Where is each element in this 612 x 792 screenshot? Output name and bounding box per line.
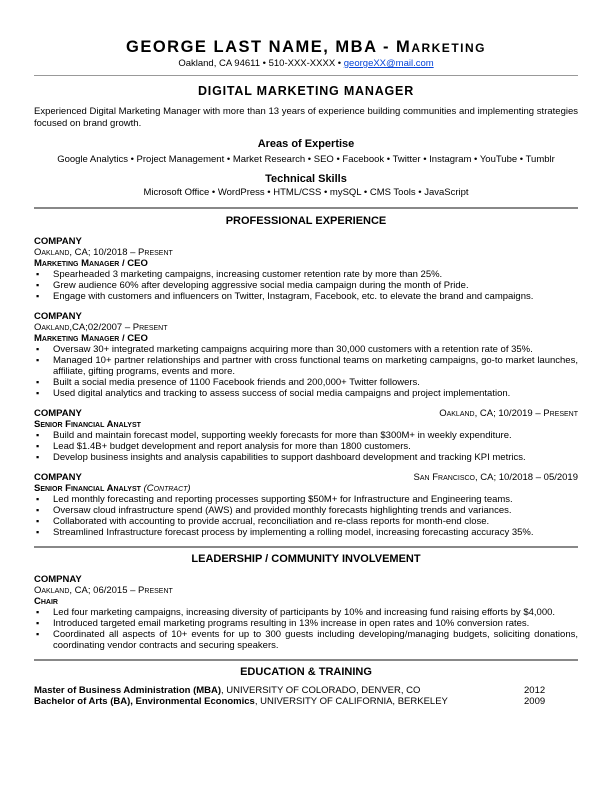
technical-title: Technical Skills [265,173,347,185]
job-title: Marketing Manager / CEO [34,258,148,269]
education-list [34,685,578,707]
list-item: ▪ Introduced targeted email marketing programs resulting in 13% increase in open rates and 10% conversion rates. [34,618,578,629]
job-bullets [34,607,578,651]
candidate-name: GEORGE LAST NAME, MBA - MARKETING [126,38,486,56]
expertise-title: Areas of Expertise [257,138,355,150]
leadership-title: LEADERSHIP / COMMUNITY INVOLVEMENT [191,553,421,565]
job-location-dates: Oakland, CA; 10/2019 – Present [439,408,578,419]
resume-page [34,38,578,707]
education-entry [34,685,578,696]
job-location-dates: Oakland,CA;02/2007 – Present [34,322,168,333]
job-bullets [34,430,578,463]
list-item: ▪ Built a social media presence of 1100 Facebook friends and 200,000+ Twitter followers. [34,377,578,388]
job-title: Chair [34,596,58,607]
school: , UNIVERSITY OF CALIFORNIA, BERKELEY [254,696,448,707]
expertise-list: Google Analytics • Project Management • Market Research • SEO • Facebook • Twitter • Instagram • YouTube • Tumblr [57,154,555,165]
divider [34,207,578,209]
list-item: ▪ Build and maintain forecast model, supporting weekly forecasts for more than $300M+ in weekly expenditure. [34,430,578,441]
list-item: ▪ Streamlined Infrastructure forecast process by implementing a rolling model, increasing forecasting accuracy 35%. [34,527,578,538]
job-bullets [34,344,578,399]
job-bullets [34,269,578,302]
education-title: EDUCATION & TRAINING [240,666,372,678]
list-item: ▪ Coordinated all aspects of 10+ events for up to 300 guests including developing/managing budgets, soliciting donations, coordinating vendor contracts and securing speakers. [34,629,578,651]
job-entry [34,408,578,463]
technical-list: Microsoft Office • WordPress • HTML/CSS • mySQL • CMS Tools • JavaScript [143,187,469,198]
list-item: ▪ Led four marketing campaigns, increasing diversity of participants by 10% and increasing fund raising efforts by $4,000. [34,607,578,618]
list-item: ▪ Spearheaded 3 marketing campaigns, increasing customer retention rate by more than 25%. [34,269,578,280]
experience-title: PROFESSIONAL EXPERIENCE [225,215,387,227]
list-item: ▪ Led monthly forecasting and reporting processes supporting $50M+ for Infrastructure and Engineering teams. [34,494,578,505]
job-entry [34,472,578,538]
list-item: ▪ Oversaw 30+ integrated marketing campaigns acquiring more than 30,000 customers with a retention rate of 35%. [34,344,578,355]
role-note: (Contract) [143,483,191,494]
list-item: ▪ Oversaw cloud infrastructure spend (AWS) and provided monthly forecasts highlighting trends and variances. [34,505,578,516]
school: , UNIVERSITY OF COLORADO, DENVER, CO [221,685,421,696]
list-item: ▪ Used digital analytics and tracking to assess success of social media campaigns and project implementation. [34,388,578,399]
job-entry [34,311,578,399]
company-name: COMPNAY [34,574,82,585]
job-bullets [34,494,578,538]
degree: Master of Business Administration (MBA) [34,685,222,696]
leadership-entry [34,574,578,651]
divider [34,546,578,548]
grad-year: 2012 [524,685,546,696]
company-name: COMPANY [34,472,82,483]
list-item: ▪ Collaborated with accounting to provide accrual, reconciliation and re-class reports for month-end close. [34,516,578,527]
contact-line: Oakland, CA 94611 • 510-XXX-XXXX • georgeXX@mail.com [178,58,434,69]
list-item: ▪ Managed 10+ partner relationships and partner with cross functional teams on marketing campaigns, go-to market launches, affiliate, gifting programs, events and more. [34,355,578,377]
education-entry [34,696,578,707]
list-item: ▪ Lead $1.4B+ budget development and report analysis for more than 1800 customers. [34,441,578,452]
job-location-dates: Oakland, CA; 06/2015 – Present [34,585,173,596]
job-title: Senior Financial Analyst [34,419,141,430]
list-item: ▪ Grew audience 60% after developing aggressive social media campaign during the month of Pride. [34,280,578,291]
job-location-dates: San Francisco, CA; 10/2018 – 05/2019 [413,472,578,483]
grad-year: 2009 [524,696,546,707]
summary: Experienced Digital Marketing Manager with more than 13 years of experience building communities and implementing strategies focused on brand growth. [34,106,578,129]
company-name: COMPANY [34,236,82,247]
job-title: Senior Financial Analyst (Contract) [34,483,191,494]
list-item: ▪ Develop business insights and analysis capabilities to support dashboard development and tracking KPI metrics. [34,452,578,463]
job-entry [34,236,578,302]
list-item: ▪ Engage with customers and influencers on Twitter, Instagram, Facebook, etc. to elevate the brand and campaigns. [34,291,578,302]
email-link[interactable]: georgeXX@mail.com [343,58,434,69]
job-location-dates: Oakland, CA; 10/2018 – Present [34,247,173,258]
degree: Bachelor of Arts (BA), Environmental Economics [34,696,255,707]
job-title: Marketing Manager / CEO [34,333,148,344]
company-name: COMPANY [34,408,82,419]
divider [34,659,578,661]
divider [34,75,578,76]
company-name: COMPANY [34,311,82,322]
headline: DIGITAL MARKETING MANAGER [197,84,415,98]
